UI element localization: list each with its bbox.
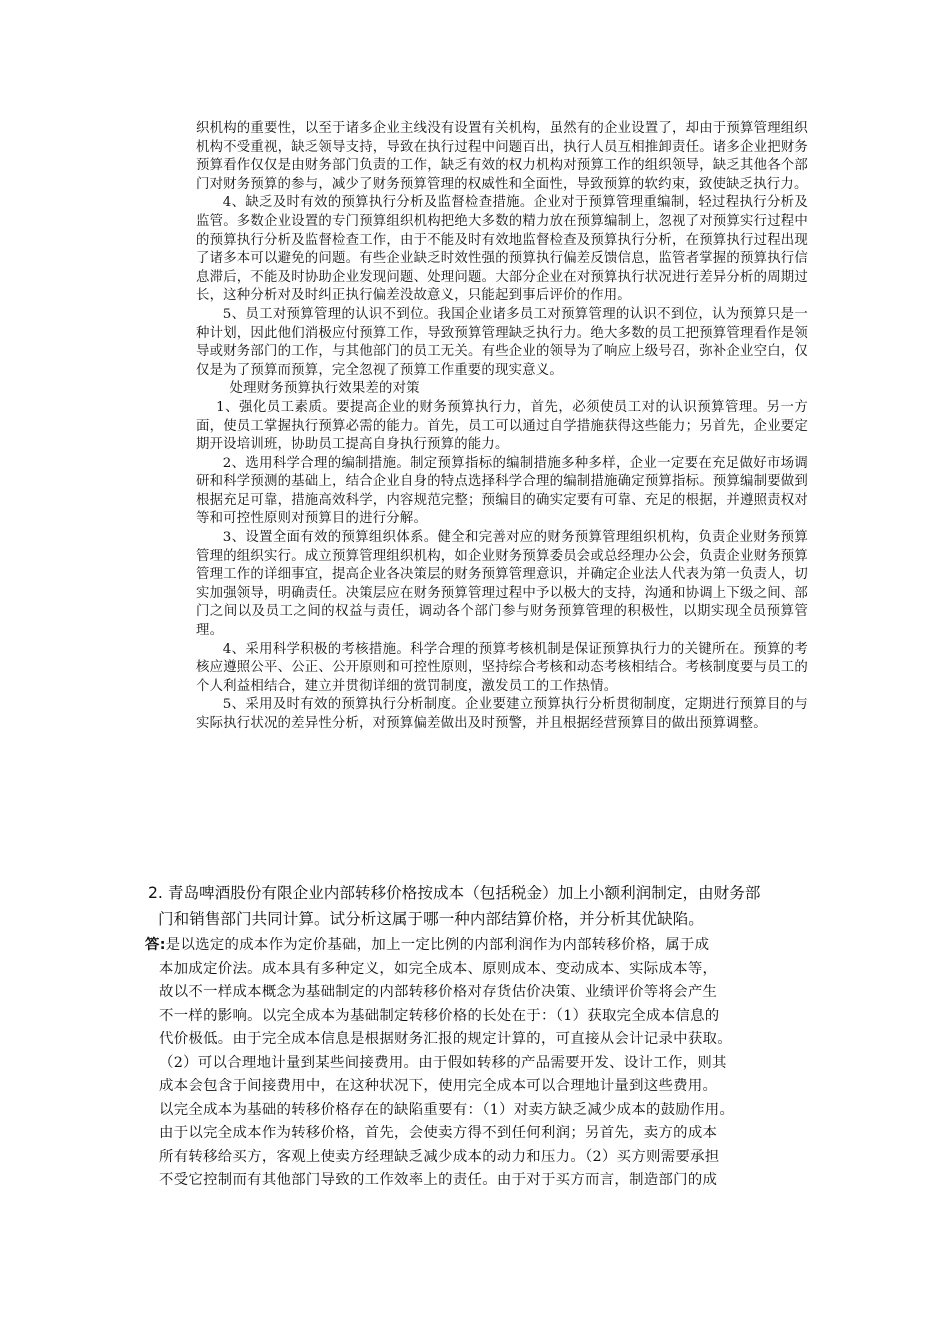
answer-line (145, 934, 835, 958)
countermeasure-4: 4、采用科学积极的考核措施。科学合理的预算考核机制是保证预算执行力的关键所在。预算的考核应遵照公平、公正、公开原则和可控性原则，坚持综合考核和动态考核相结合。考核制度要与员工的个人利益相结合，建立并贯彻详细的赏罚制度，激发员工的工作热情。 (196, 641, 808, 694)
answer-line: 不一样的影响。以完全成本为基础制定转移价格的长处在于：（1）获取完全成本信息的 (159, 1007, 720, 1024)
answer-line: 以完全成本为基础的转移价格存在的缺陷重要有：（1）对卖方缺乏减少成本的鼓励作用。 (159, 1101, 735, 1118)
answer-line: 成本会包含于间接费用中，在这种状况下，使用完全成本可以合理地计量到这些费用。 (159, 1078, 718, 1094)
answer-line: 代价极低。由于完全成本信息是根据财务汇报的规定计算的，可直接从会计记录中获取。 (159, 1031, 732, 1047)
question-text-1: 青岛啤酒股份有限企业内部转移价格按成本（包括税金）加上小额利润制定，由财务部 (167, 884, 761, 902)
answer-block (145, 934, 835, 1193)
answer-line: 本加成定价法。成本具有多种定义，如完全成本、原则成本、变动成本、实际成本等， (159, 960, 718, 977)
answer-line: 所有转移给买方，客观上使卖方经理缺乏减少成本的动力和压力。（2）买方则需要承担 (159, 1148, 720, 1165)
countermeasure-3: 3、设置全面有效的预算组织体系。健全和完善对应的财务预算管理组织机构，负责企业财务预算管理的组织实行。成立预算管理组织机构，如企业财务预算委员会或总经理办公会，负责企业财务预算管理工作的详细事宜，提高企业各决策层的财务预算管理意识，并确定企业法人代表为第一负责人，切实加强领导，明确责任。决策层应在财务预算管理过程中予以极大的支持，沟通和协调上下级之间、部门之间以及员工之间的权益与责任，调动各个部门参与财务预算管理的积极性，以期实现全员预算管理。 (196, 530, 808, 639)
paragraph-item-4: 4、缺乏及时有效的预算执行分析及监督检查措施。企业对于预算管理重编制，轻过程执行分析及监管。多数企业设置的专门预算组织机构把绝大多数的精力放在预算编制上，忽视了对预算实行过程中的预算执行分析及监督检查工作，由于不能及时有效地监督检查及预算执行分析，在预算执行过程出现了诸多本可以避免的问题。有些企业缺乏时效性强的预算执行偏差反馈信息，监管者掌握的预算执行信息滞后，不能及时协助企业发现问题、处理问题。大部分企业在对预算执行状况进行差异分析的周期过长，这种分析对及时纠正执行偏差没故意义，只能起到事后评价的作用。 (196, 195, 808, 304)
answer-label: 答: (145, 937, 166, 953)
answer-text: 是以选定的成本作为定价基础，加上一定比例的内部利润作为内部转移价格，属于成 (165, 937, 710, 953)
paragraph-continuation: 织机构的重要性，以至于诸多企业主线没有设置有关机构，虽然有的企业设置了，却由于预算管理组织机构不受重视，缺乏领导支持，导致在执行过程中问题百出，执行人员互相推卸责任。诸多企业把财务预算看作仅仅是由财务部门负责的工作，缺乏有效的权力机构对预算工作的组织领导，缺乏其他各个部门对财务预算的参与，减少了财务预算管理的权威性和全面性，导致预算的软约束，致使缺乏执行力。 (196, 121, 808, 192)
paragraph-item-5: 5、员工对预算管理的认识不到位。我国企业诸多员工对预算管理的认识不到位，认为预算只是一种计划，因此他们消极应付预算工作，导致预算管理缺乏执行力。绝大多数的员工把预算管理看作是领导或财务部门的工作，与其他部门的员工无关。有些企业的领导为了响应上级号召，弥补企业空白，仅仅是为了预算而预算，完全忽视了预算工作重要的现实意义。 (196, 306, 808, 378)
answer-line: 由于以完全成本作为转移价格，首先，会使卖方得不到任何利润；另首先，卖方的成本 (159, 1125, 718, 1141)
answer-line: （2）可以合理地计量到某些间接费用。由于假如转移的产品需要开发、设计工作，则其 (159, 1054, 727, 1071)
question-line-2: 门和销售部门共同计算。试分析这属于哪一种内部结算价格，并分析其优缺陷。 (158, 910, 704, 928)
question-2 (148, 880, 820, 932)
question-number: 2. (148, 884, 163, 902)
budget-execution-section (196, 120, 808, 734)
countermeasure-1: 1、强化员工素质。要提高企业的财务预算执行力，首先，必须使员工对的认识预算管理。另一方面，使员工掌握执行预算必需的能力。首先，员工可以通过自学措施获得这些能力；另首先，企业要定期开设培训班，协助员工提高自身执行预算的能力。 (196, 399, 808, 453)
countermeasure-5: 5、采用及时有效的预算执行分析制度。企业要建立预算执行分析贯彻制度，定期进行预算目的与实际执行状况的差异性分析，对预算偏差做出及时预警，并且根据经营预算目的做出预算调整。 (196, 697, 808, 731)
section-heading-countermeasures: 处理财务预算执行效果差的对策 (229, 381, 420, 397)
question-line-1 (148, 880, 820, 906)
answer-line: 不受它控制而有其他部门导致的工作效率上的责任。由于对于买方而言，制造部门的成 (159, 1172, 718, 1188)
countermeasure-2: 2、选用科学合理的编制措施。制定预算指标的编制措施多种多样，企业一定要在充足做好市场调研和科学预测的基础上，结合企业自身的特点选择科学合理的编制措施确定预算指标。预算编制要做到根据充足可靠，措施高效科学，内容规范完整；预编目的确实定要有可靠、充足的根据，并遵照责权对等和可控性原则对预算目的进行分解。 (196, 455, 808, 527)
answer-line: 故以不一样成本概念为基础制定的内部转移价格对存货估价决策、业绩评价等将会产生 (159, 984, 718, 1000)
